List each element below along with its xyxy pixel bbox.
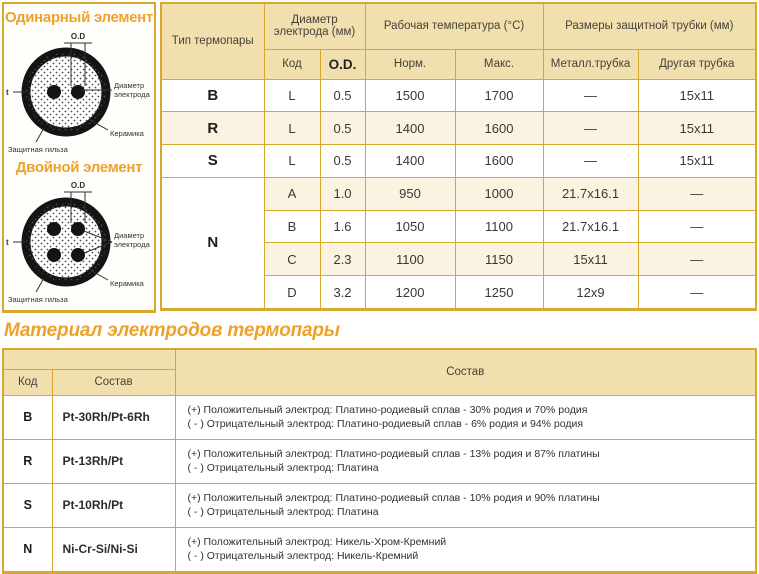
cell-code: L xyxy=(264,145,320,178)
cell-other: — xyxy=(638,276,756,310)
col-header-norm: Норм. xyxy=(365,49,455,79)
cell-other: 15x11 xyxy=(638,79,756,112)
cell-norm: 1500 xyxy=(365,79,455,112)
cell-norm: 950 xyxy=(365,177,455,210)
sleeve-leader-line xyxy=(36,278,44,292)
cell-metal: 21.7x16.1 xyxy=(543,177,638,210)
col-header-code: Код xyxy=(3,369,52,395)
double-element-title: Двойной элемент xyxy=(15,159,143,176)
od-label: O.D xyxy=(70,32,86,41)
spec-row xyxy=(161,112,756,145)
cell-metal: — xyxy=(543,79,638,112)
material-row xyxy=(3,439,756,483)
cell-other: 15x11 xyxy=(638,145,756,178)
cell-type: B xyxy=(161,79,264,112)
cell-od: 2.3 xyxy=(320,243,365,276)
cell-max: 1700 xyxy=(455,79,543,112)
element-diagrams-panel xyxy=(2,2,156,313)
cell-code: R xyxy=(3,439,52,483)
electrode-material-table xyxy=(2,348,757,574)
ceramic-label: Керамика xyxy=(110,279,144,288)
cell-max: 1600 xyxy=(455,112,543,145)
col-header-other-tube: Другая трубка xyxy=(638,49,756,79)
cell-norm: 1100 xyxy=(365,243,455,276)
col-header-type: Тип термопары xyxy=(161,3,264,79)
cell-norm: 1400 xyxy=(365,112,455,145)
cell-other: — xyxy=(638,177,756,210)
double-element-section xyxy=(4,159,154,306)
plus-line: (+) Положительный электрод: Платино-родиевый сплав - 10% родия и 90% платины xyxy=(187,492,600,504)
cell-details xyxy=(175,483,756,527)
cell-code: B xyxy=(3,395,52,439)
cell-norm: 1400 xyxy=(365,145,455,178)
electrode-dot xyxy=(47,248,61,262)
cell-code: B xyxy=(264,210,320,243)
col-header-code: Код xyxy=(264,49,320,79)
cell-code: C xyxy=(264,243,320,276)
cell-max: 1000 xyxy=(455,177,543,210)
spec-row xyxy=(161,177,756,210)
cell-composition: Pt-30Rh/Pt-6Rh xyxy=(52,395,175,439)
cell-details xyxy=(175,395,756,439)
cell-code: L xyxy=(264,112,320,145)
cell-metal: 21.7x16.1 xyxy=(543,210,638,243)
cell-other: — xyxy=(638,210,756,243)
cell-code: A xyxy=(264,177,320,210)
col-header-composition: Состав xyxy=(52,369,175,395)
cell-od: 0.5 xyxy=(320,145,365,178)
single-element-diagram xyxy=(4,26,154,156)
cell-norm: 1050 xyxy=(365,210,455,243)
section-title: Материал электродов термопары xyxy=(4,320,340,341)
cell-details xyxy=(175,439,756,483)
cell-composition: Pt-13Rh/Pt xyxy=(52,439,175,483)
cell-max: 1250 xyxy=(455,276,543,310)
cell-type: S xyxy=(161,145,264,178)
cell-code: L xyxy=(264,79,320,112)
cell-metal: 12x9 xyxy=(543,276,638,310)
sleeve-label: Защитная гильза xyxy=(8,145,68,154)
cell-od: 0.5 xyxy=(320,79,365,112)
electrode-dot xyxy=(71,248,85,262)
thermocouple-spec-table xyxy=(160,2,757,311)
material-row xyxy=(3,395,756,439)
cell-code: D xyxy=(264,276,320,310)
cell-type: N xyxy=(161,177,264,309)
single-element-title: Одинарный элемент xyxy=(5,9,153,26)
empty-header-cell xyxy=(3,349,175,369)
material-row xyxy=(3,527,756,572)
electrode-dot xyxy=(71,222,85,236)
ceramic-label: Керамика xyxy=(110,129,144,138)
electrode-diameter-label: Диаметр xyxy=(114,231,145,240)
electrode-dot xyxy=(47,222,61,236)
material-table-body xyxy=(3,395,756,572)
cell-details xyxy=(175,527,756,572)
cell-od: 1.6 xyxy=(320,210,365,243)
spec-row xyxy=(161,79,756,112)
material-row xyxy=(3,483,756,527)
sleeve-leader-line xyxy=(36,128,44,142)
electrode-diameter-label: Диаметр xyxy=(114,81,145,90)
cell-od: 0.5 xyxy=(320,112,365,145)
cell-max: 1600 xyxy=(455,145,543,178)
ceramic-fill xyxy=(26,202,106,282)
double-element-diagram xyxy=(4,176,154,306)
cell-other: 15x11 xyxy=(638,112,756,145)
cell-type: R xyxy=(161,112,264,145)
cell-norm: 1200 xyxy=(365,276,455,310)
cell-od: 3.2 xyxy=(320,276,365,310)
electrode-diameter-label: электрода xyxy=(114,90,150,99)
cell-max: 1150 xyxy=(455,243,543,276)
col-header-working-temp: Рабочая температура (°C) xyxy=(365,3,543,49)
cell-code: S xyxy=(3,483,52,527)
col-header-od: O.D. xyxy=(320,49,365,79)
plus-line: (+) Положительный электрод: Платино-родиевый сплав - 30% родия и 70% родия xyxy=(187,404,588,416)
cell-composition: Ni-Cr-Si/Ni-Si xyxy=(52,527,175,572)
cell-metal: 15x11 xyxy=(543,243,638,276)
electrode-dot xyxy=(47,85,61,99)
electrode-dot xyxy=(71,85,85,99)
spec-row xyxy=(161,145,756,178)
cell-od: 1.0 xyxy=(320,177,365,210)
col-header-tube-size: Размеры защитной трубки (мм) xyxy=(543,3,756,49)
cell-metal: — xyxy=(543,112,638,145)
col-header-electrode-diameter: Диаметр электрода (мм) xyxy=(264,3,365,49)
col-header-details: Состав xyxy=(175,349,756,395)
cell-metal: — xyxy=(543,145,638,178)
electrode-diameter-label: электрода xyxy=(114,240,150,249)
cell-code: N xyxy=(3,527,52,572)
spec-table-body xyxy=(161,79,756,310)
spec-table-wrap xyxy=(160,2,757,313)
minus-line: ( - ) Отрицательный электрод: Платино-родиевый сплав - 6% родия и 94% родия xyxy=(187,418,584,430)
minus-line: ( - ) Отрицательный электрод: Платина xyxy=(187,462,379,474)
od-label: O.D xyxy=(70,181,86,190)
cell-composition: Pt-10Rh/Pt xyxy=(52,483,175,527)
cell-other: — xyxy=(638,243,756,276)
spec-table-header xyxy=(161,3,756,79)
single-element-section xyxy=(4,9,154,156)
plus-line: (+) Положительный электрод: Платино-родиевый сплав - 13% родия и 87% платины xyxy=(187,448,600,460)
col-header-metal-tube: Металл.трубка xyxy=(543,49,638,79)
minus-line: ( - ) Отрицательный электрод: Никель-Кремний xyxy=(187,550,419,562)
sleeve-label: Защитная гильза xyxy=(8,295,68,304)
col-header-max: Макс. xyxy=(455,49,543,79)
t-label: t xyxy=(6,88,9,97)
minus-line: ( - ) Отрицательный электрод: Платина xyxy=(187,506,379,518)
plus-line: (+) Положительный электрод: Никель-Хром-Кремний xyxy=(187,536,447,548)
ceramic-fill xyxy=(26,52,106,132)
material-table-header xyxy=(3,349,756,395)
cell-max: 1100 xyxy=(455,210,543,243)
t-label: t xyxy=(6,238,9,247)
